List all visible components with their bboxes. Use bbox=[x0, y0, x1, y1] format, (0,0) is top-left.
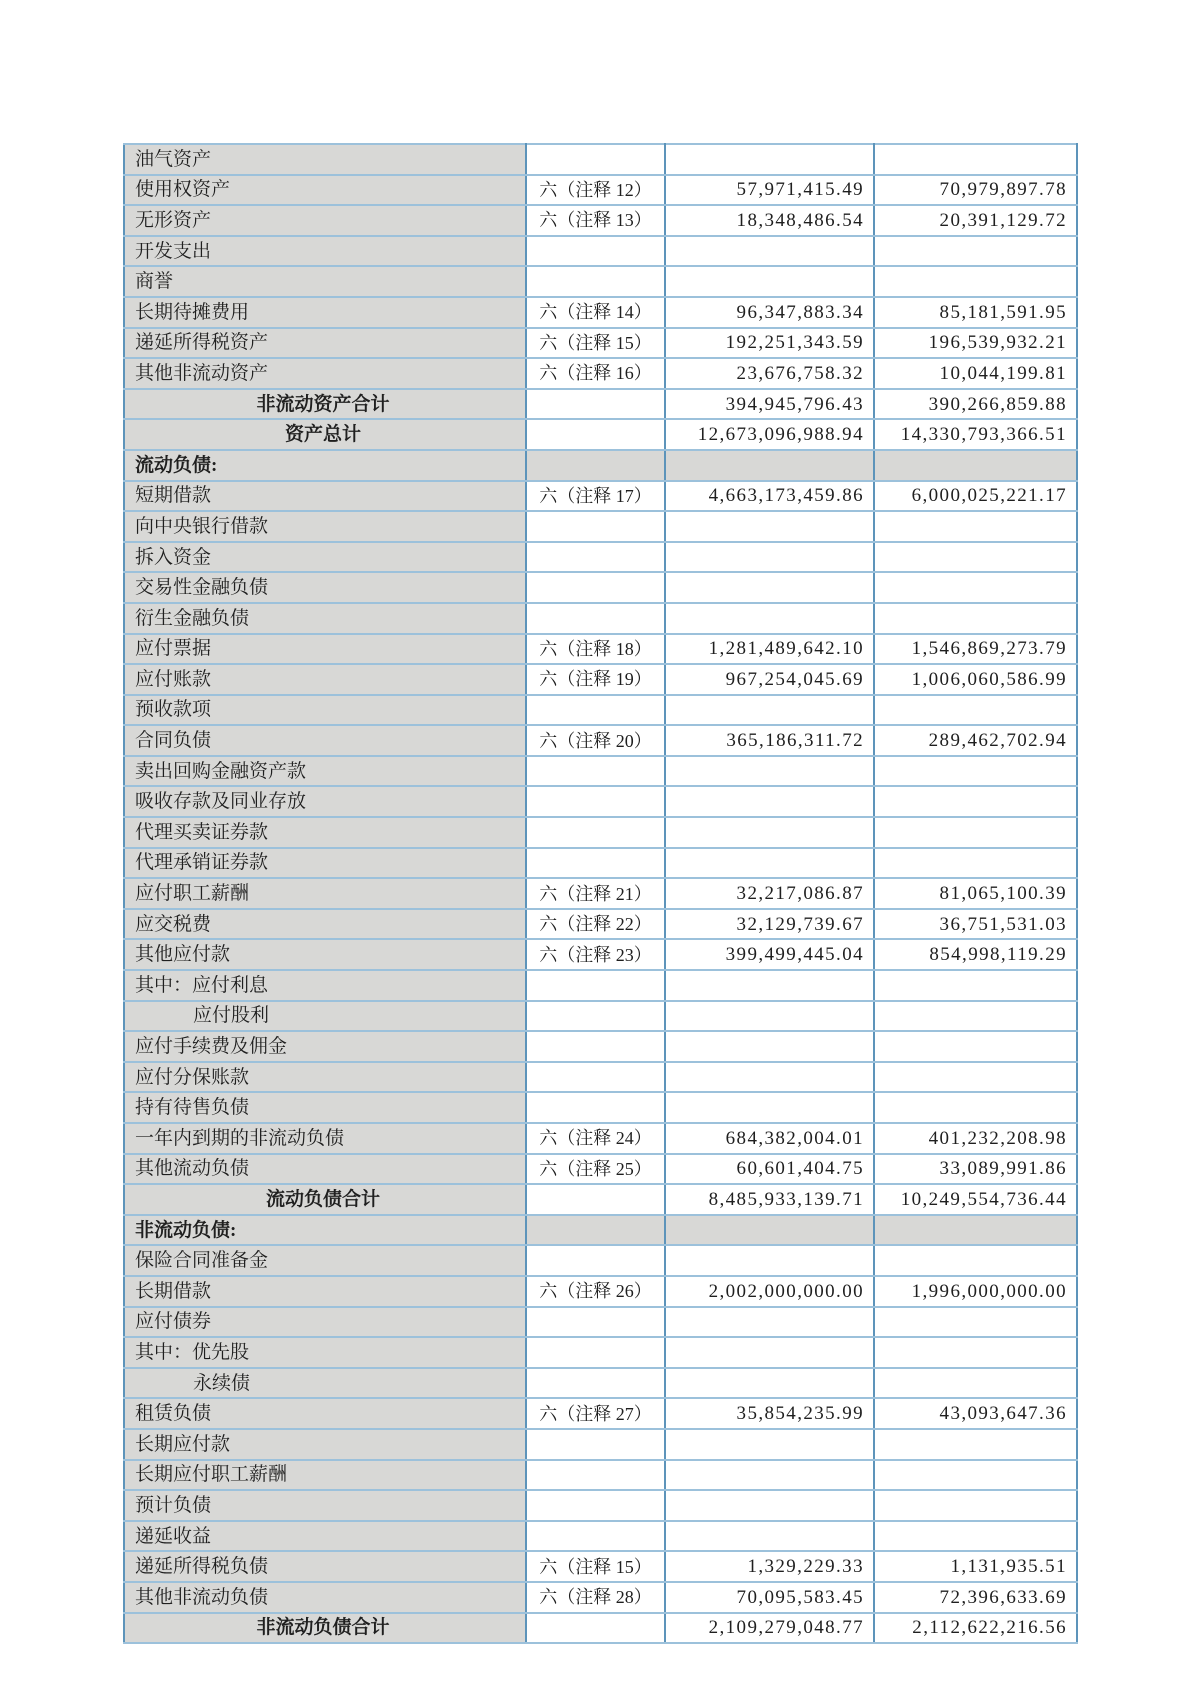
item-cell: 交易性金融负债 bbox=[124, 572, 526, 603]
table-row bbox=[124, 572, 1077, 603]
note-cell bbox=[526, 1613, 665, 1644]
prior-amount-cell: 1,131,935.51 bbox=[874, 1551, 1077, 1582]
current-amount-cell bbox=[665, 1062, 874, 1093]
prior-amount-cell: 1,996,000,000.00 bbox=[874, 1276, 1077, 1307]
current-amount-cell bbox=[665, 144, 874, 175]
current-amount-cell bbox=[665, 1001, 874, 1032]
current-amount-cell bbox=[665, 236, 874, 267]
item-cell: 长期应付款 bbox=[124, 1429, 526, 1460]
table-row bbox=[124, 511, 1077, 542]
current-amount-cell bbox=[665, 970, 874, 1001]
current-amount-cell: 2,002,000,000.00 bbox=[665, 1276, 874, 1307]
item-cell: 吸收存款及同业存放 bbox=[124, 786, 526, 817]
current-amount-cell: 192,251,343.59 bbox=[665, 328, 874, 359]
note-cell bbox=[526, 1215, 665, 1246]
prior-amount-cell: 20,391,129.72 bbox=[874, 205, 1077, 236]
note-cell bbox=[526, 419, 665, 450]
prior-amount-cell bbox=[874, 1307, 1077, 1338]
prior-amount-cell: 70,979,897.78 bbox=[874, 175, 1077, 206]
prior-amount-cell: 81,065,100.39 bbox=[874, 878, 1077, 909]
balance-sheet-table-container bbox=[123, 143, 1078, 1644]
prior-amount-cell: 854,998,119.29 bbox=[874, 939, 1077, 970]
current-amount-cell bbox=[665, 572, 874, 603]
current-amount-cell: 684,382,004.01 bbox=[665, 1123, 874, 1154]
table-row bbox=[124, 1154, 1077, 1185]
prior-amount-cell bbox=[874, 144, 1077, 175]
note-cell bbox=[526, 1337, 665, 1368]
note-cell: 六（注释 15） bbox=[526, 1551, 665, 1582]
balance-sheet-table bbox=[123, 143, 1078, 1644]
table-row bbox=[124, 970, 1077, 1001]
prior-amount-cell: 6,000,025,221.17 bbox=[874, 481, 1077, 512]
item-cell: 应付股利 bbox=[124, 1001, 526, 1032]
prior-amount-cell: 14,330,793,366.51 bbox=[874, 419, 1077, 450]
item-cell: 应付手续费及佣金 bbox=[124, 1031, 526, 1062]
prior-amount-cell: 43,093,647.36 bbox=[874, 1398, 1077, 1429]
prior-amount-cell: 85,181,591.95 bbox=[874, 297, 1077, 328]
prior-amount-cell bbox=[874, 1062, 1077, 1093]
prior-amount-cell: 390,266,859.88 bbox=[874, 389, 1077, 420]
prior-amount-cell bbox=[874, 1460, 1077, 1491]
item-cell: 应交税费 bbox=[124, 909, 526, 940]
item-cell: 持有待售负债 bbox=[124, 1092, 526, 1123]
current-amount-cell: 2,109,279,048.77 bbox=[665, 1613, 874, 1644]
table-row bbox=[124, 664, 1077, 695]
item-cell: 衍生金融负债 bbox=[124, 603, 526, 634]
table-row bbox=[124, 1001, 1077, 1032]
note-cell bbox=[526, 236, 665, 267]
item-cell: 递延收益 bbox=[124, 1521, 526, 1552]
note-cell: 六（注释 16） bbox=[526, 358, 665, 389]
prior-amount-cell bbox=[874, 1215, 1077, 1246]
item-cell: 短期借款 bbox=[124, 481, 526, 512]
note-cell bbox=[526, 1307, 665, 1338]
note-cell bbox=[526, 1490, 665, 1521]
table-row bbox=[124, 175, 1077, 206]
table-row bbox=[124, 634, 1077, 665]
item-cell: 递延所得税资产 bbox=[124, 328, 526, 359]
prior-amount-cell bbox=[874, 1521, 1077, 1552]
item-cell: 非流动负债: bbox=[124, 1215, 526, 1246]
table-row bbox=[124, 542, 1077, 573]
note-cell bbox=[526, 695, 665, 726]
table-row bbox=[124, 144, 1077, 175]
prior-amount-cell bbox=[874, 1368, 1077, 1399]
prior-amount-cell bbox=[874, 450, 1077, 481]
note-cell: 六（注释 22） bbox=[526, 909, 665, 940]
current-amount-cell: 12,673,096,988.94 bbox=[665, 419, 874, 450]
table-row bbox=[124, 297, 1077, 328]
table-row bbox=[124, 1337, 1077, 1368]
current-amount-cell: 1,281,489,642.10 bbox=[665, 634, 874, 665]
item-cell: 开发支出 bbox=[124, 236, 526, 267]
item-cell: 代理承销证券款 bbox=[124, 848, 526, 879]
item-cell: 非流动负债合计 bbox=[124, 1613, 526, 1644]
note-cell bbox=[526, 1092, 665, 1123]
note-cell: 六（注释 17） bbox=[526, 481, 665, 512]
current-amount-cell: 394,945,796.43 bbox=[665, 389, 874, 420]
prior-amount-cell bbox=[874, 817, 1077, 848]
prior-amount-cell: 196,539,932.21 bbox=[874, 328, 1077, 359]
item-cell: 永续债 bbox=[124, 1368, 526, 1399]
note-cell: 六（注释 15） bbox=[526, 328, 665, 359]
table-row bbox=[124, 603, 1077, 634]
current-amount-cell: 70,095,583.45 bbox=[665, 1582, 874, 1613]
item-cell: 其他流动负债 bbox=[124, 1154, 526, 1185]
prior-amount-cell: 10,044,199.81 bbox=[874, 358, 1077, 389]
current-amount-cell bbox=[665, 450, 874, 481]
current-amount-cell bbox=[665, 1490, 874, 1521]
current-amount-cell: 4,663,173,459.86 bbox=[665, 481, 874, 512]
item-cell: 资产总计 bbox=[124, 419, 526, 450]
current-amount-cell bbox=[665, 1460, 874, 1491]
note-cell: 六（注释 28） bbox=[526, 1582, 665, 1613]
item-cell: 流动负债合计 bbox=[124, 1184, 526, 1215]
current-amount-cell bbox=[665, 1215, 874, 1246]
current-amount-cell bbox=[665, 266, 874, 297]
table-row bbox=[124, 205, 1077, 236]
note-cell: 六（注释 26） bbox=[526, 1276, 665, 1307]
prior-amount-cell bbox=[874, 1001, 1077, 1032]
prior-amount-cell bbox=[874, 1245, 1077, 1276]
balance-sheet-body bbox=[124, 144, 1077, 1643]
current-amount-cell: 967,254,045.69 bbox=[665, 664, 874, 695]
note-cell: 六（注释 25） bbox=[526, 1154, 665, 1185]
table-row bbox=[124, 939, 1077, 970]
table-row bbox=[124, 1031, 1077, 1062]
item-cell: 流动负债: bbox=[124, 450, 526, 481]
table-row bbox=[124, 1368, 1077, 1399]
note-cell bbox=[526, 1245, 665, 1276]
current-amount-cell: 23,676,758.32 bbox=[665, 358, 874, 389]
item-cell: 其中：应付利息 bbox=[124, 970, 526, 1001]
prior-amount-cell bbox=[874, 1429, 1077, 1460]
item-cell: 油气资产 bbox=[124, 144, 526, 175]
current-amount-cell bbox=[665, 542, 874, 573]
item-cell: 代理买卖证券款 bbox=[124, 817, 526, 848]
note-cell: 六（注释 19） bbox=[526, 664, 665, 695]
table-row bbox=[124, 1429, 1077, 1460]
item-cell: 使用权资产 bbox=[124, 175, 526, 206]
prior-amount-cell: 33,089,991.86 bbox=[874, 1154, 1077, 1185]
note-cell bbox=[526, 542, 665, 573]
note-cell bbox=[526, 603, 665, 634]
table-row bbox=[124, 358, 1077, 389]
item-cell: 长期借款 bbox=[124, 1276, 526, 1307]
prior-amount-cell: 36,751,531.03 bbox=[874, 909, 1077, 940]
note-cell: 六（注释 18） bbox=[526, 634, 665, 665]
note-cell bbox=[526, 848, 665, 879]
prior-amount-cell bbox=[874, 511, 1077, 542]
prior-amount-cell bbox=[874, 848, 1077, 879]
current-amount-cell bbox=[665, 1368, 874, 1399]
item-cell: 一年内到期的非流动负债 bbox=[124, 1123, 526, 1154]
current-amount-cell bbox=[665, 1031, 874, 1062]
table-row bbox=[124, 1276, 1077, 1307]
prior-amount-cell bbox=[874, 695, 1077, 726]
item-cell: 应付账款 bbox=[124, 664, 526, 695]
prior-amount-cell: 72,396,633.69 bbox=[874, 1582, 1077, 1613]
table-row bbox=[124, 756, 1077, 787]
table-row bbox=[124, 1123, 1077, 1154]
note-cell bbox=[526, 511, 665, 542]
note-cell bbox=[526, 817, 665, 848]
table-row bbox=[124, 1490, 1077, 1521]
current-amount-cell: 8,485,933,139.71 bbox=[665, 1184, 874, 1215]
prior-amount-cell: 2,112,622,216.56 bbox=[874, 1613, 1077, 1644]
item-cell: 预计负债 bbox=[124, 1490, 526, 1521]
item-cell: 其他非流动负债 bbox=[124, 1582, 526, 1613]
item-cell: 应付票据 bbox=[124, 634, 526, 665]
item-cell: 合同负债 bbox=[124, 725, 526, 756]
table-row bbox=[124, 1184, 1077, 1215]
note-cell bbox=[526, 389, 665, 420]
item-cell: 应付债券 bbox=[124, 1307, 526, 1338]
current-amount-cell: 32,217,086.87 bbox=[665, 878, 874, 909]
prior-amount-cell bbox=[874, 1092, 1077, 1123]
note-cell bbox=[526, 756, 665, 787]
item-cell: 保险合同准备金 bbox=[124, 1245, 526, 1276]
prior-amount-cell bbox=[874, 970, 1077, 1001]
item-cell: 其他应付款 bbox=[124, 939, 526, 970]
prior-amount-cell bbox=[874, 1337, 1077, 1368]
table-row bbox=[124, 328, 1077, 359]
table-row bbox=[124, 481, 1077, 512]
note-cell: 六（注释 23） bbox=[526, 939, 665, 970]
table-row bbox=[124, 817, 1077, 848]
table-row bbox=[124, 1398, 1077, 1429]
item-cell: 预收款项 bbox=[124, 695, 526, 726]
note-cell bbox=[526, 266, 665, 297]
current-amount-cell: 96,347,883.34 bbox=[665, 297, 874, 328]
prior-amount-cell bbox=[874, 542, 1077, 573]
current-amount-cell bbox=[665, 1429, 874, 1460]
note-cell: 六（注释 20） bbox=[526, 725, 665, 756]
current-amount-cell: 57,971,415.49 bbox=[665, 175, 874, 206]
table-row bbox=[124, 1245, 1077, 1276]
note-cell bbox=[526, 572, 665, 603]
item-cell: 无形资产 bbox=[124, 205, 526, 236]
note-cell bbox=[526, 1368, 665, 1399]
current-amount-cell bbox=[665, 1307, 874, 1338]
prior-amount-cell bbox=[874, 786, 1077, 817]
prior-amount-cell: 289,462,702.94 bbox=[874, 725, 1077, 756]
current-amount-cell: 1,329,229.33 bbox=[665, 1551, 874, 1582]
current-amount-cell bbox=[665, 1092, 874, 1123]
item-cell: 长期待摊费用 bbox=[124, 297, 526, 328]
item-cell: 非流动资产合计 bbox=[124, 389, 526, 420]
note-cell bbox=[526, 1001, 665, 1032]
note-cell bbox=[526, 144, 665, 175]
table-row bbox=[124, 1460, 1077, 1491]
item-cell: 应付分保账款 bbox=[124, 1062, 526, 1093]
item-cell: 递延所得税负债 bbox=[124, 1551, 526, 1582]
current-amount-cell bbox=[665, 695, 874, 726]
table-row bbox=[124, 1215, 1077, 1246]
current-amount-cell bbox=[665, 756, 874, 787]
note-cell bbox=[526, 1429, 665, 1460]
current-amount-cell: 35,854,235.99 bbox=[665, 1398, 874, 1429]
table-row bbox=[124, 848, 1077, 879]
current-amount-cell bbox=[665, 848, 874, 879]
current-amount-cell bbox=[665, 1337, 874, 1368]
note-cell bbox=[526, 970, 665, 1001]
table-row bbox=[124, 266, 1077, 297]
table-row bbox=[124, 878, 1077, 909]
current-amount-cell bbox=[665, 817, 874, 848]
table-row bbox=[124, 786, 1077, 817]
table-row bbox=[124, 725, 1077, 756]
table-row bbox=[124, 1062, 1077, 1093]
current-amount-cell bbox=[665, 1521, 874, 1552]
item-cell: 向中央银行借款 bbox=[124, 511, 526, 542]
note-cell: 六（注释 24） bbox=[526, 1123, 665, 1154]
current-amount-cell bbox=[665, 786, 874, 817]
table-row bbox=[124, 419, 1077, 450]
note-cell bbox=[526, 1062, 665, 1093]
item-cell: 商誉 bbox=[124, 266, 526, 297]
current-amount-cell: 365,186,311.72 bbox=[665, 725, 874, 756]
note-cell bbox=[526, 1031, 665, 1062]
item-cell: 拆入资金 bbox=[124, 542, 526, 573]
prior-amount-cell: 1,546,869,273.79 bbox=[874, 634, 1077, 665]
prior-amount-cell bbox=[874, 756, 1077, 787]
item-cell: 其中：优先股 bbox=[124, 1337, 526, 1368]
note-cell: 六（注释 13） bbox=[526, 205, 665, 236]
table-row bbox=[124, 909, 1077, 940]
item-cell: 长期应付职工薪酬 bbox=[124, 1460, 526, 1491]
item-cell: 其他非流动资产 bbox=[124, 358, 526, 389]
current-amount-cell: 60,601,404.75 bbox=[665, 1154, 874, 1185]
current-amount-cell: 18,348,486.54 bbox=[665, 205, 874, 236]
table-row bbox=[124, 1582, 1077, 1613]
note-cell: 六（注释 27） bbox=[526, 1398, 665, 1429]
table-row bbox=[124, 1307, 1077, 1338]
note-cell: 六（注释 12） bbox=[526, 175, 665, 206]
table-row bbox=[124, 1521, 1077, 1552]
prior-amount-cell: 1,006,060,586.99 bbox=[874, 664, 1077, 695]
prior-amount-cell: 401,232,208.98 bbox=[874, 1123, 1077, 1154]
table-row bbox=[124, 450, 1077, 481]
item-cell: 租赁负债 bbox=[124, 1398, 526, 1429]
note-cell: 六（注释 14） bbox=[526, 297, 665, 328]
prior-amount-cell bbox=[874, 266, 1077, 297]
table-row bbox=[124, 389, 1077, 420]
prior-amount-cell bbox=[874, 603, 1077, 634]
current-amount-cell bbox=[665, 603, 874, 634]
table-row bbox=[124, 1092, 1077, 1123]
note-cell bbox=[526, 1184, 665, 1215]
current-amount-cell: 399,499,445.04 bbox=[665, 939, 874, 970]
prior-amount-cell: 10,249,554,736.44 bbox=[874, 1184, 1077, 1215]
note-cell: 六（注释 21） bbox=[526, 878, 665, 909]
table-row bbox=[124, 1613, 1077, 1644]
prior-amount-cell bbox=[874, 236, 1077, 267]
note-cell bbox=[526, 1521, 665, 1552]
prior-amount-cell bbox=[874, 1031, 1077, 1062]
prior-amount-cell bbox=[874, 572, 1077, 603]
item-cell: 应付职工薪酬 bbox=[124, 878, 526, 909]
table-row bbox=[124, 1551, 1077, 1582]
current-amount-cell bbox=[665, 511, 874, 542]
note-cell bbox=[526, 1460, 665, 1491]
table-row bbox=[124, 236, 1077, 267]
note-cell bbox=[526, 450, 665, 481]
current-amount-cell: 32,129,739.67 bbox=[665, 909, 874, 940]
current-amount-cell bbox=[665, 1245, 874, 1276]
item-cell: 卖出回购金融资产款 bbox=[124, 756, 526, 787]
table-row bbox=[124, 695, 1077, 726]
prior-amount-cell bbox=[874, 1490, 1077, 1521]
note-cell bbox=[526, 786, 665, 817]
